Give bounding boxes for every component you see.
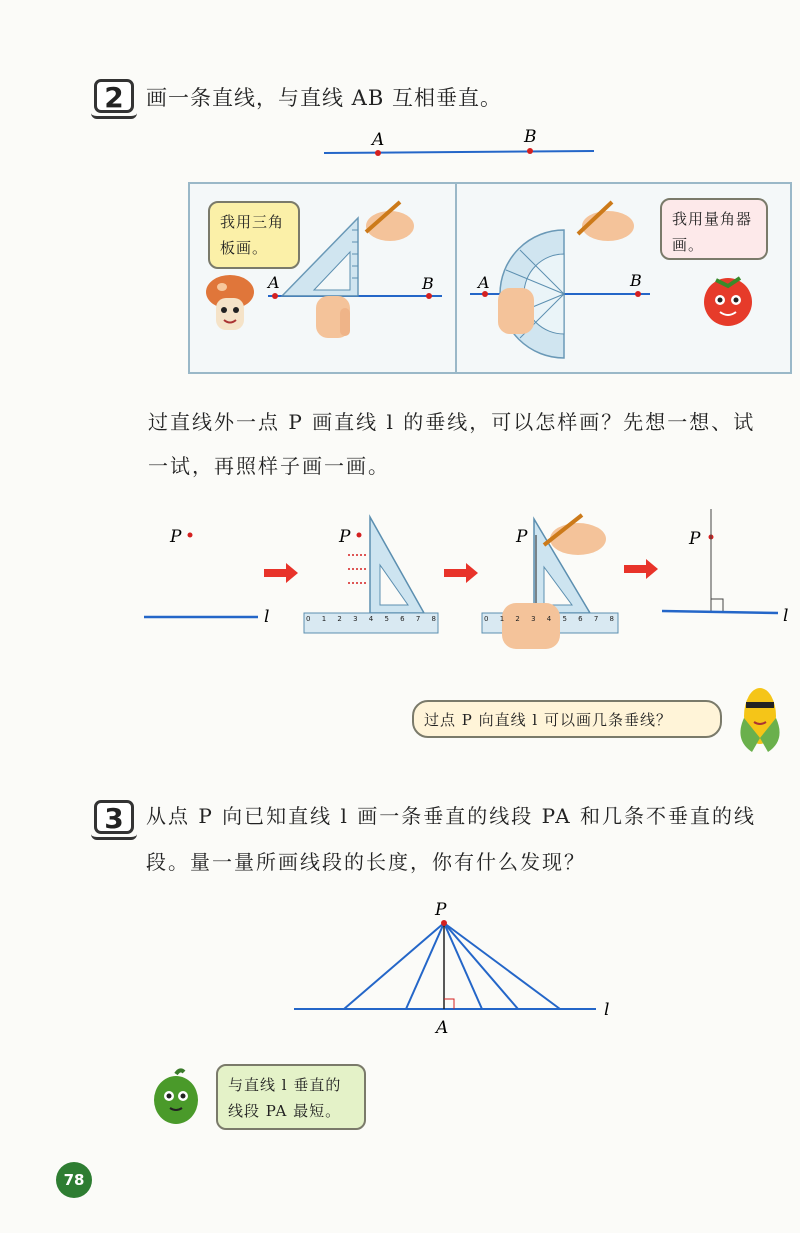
ruler-tick: 0 [484,615,489,623]
pepper-character-icon [146,1066,206,1128]
ruler-tick: 7 [415,615,421,623]
step1-label-l: l [264,607,270,627]
point-b [527,148,533,154]
speech-bubble-protractor: 我用量角器画。 [660,198,768,260]
step4-label-l: l [783,606,789,626]
hand-with-pencil-icon [578,202,634,241]
step2-label-p: P [339,527,351,547]
right-label-a: A [478,273,490,292]
ruler-ticks-step2 [306,615,436,623]
ruler-tick: 2 [337,615,342,623]
point-a [375,150,381,156]
step3-label-p: P [516,527,528,547]
ruler-tick: 3 [353,615,358,623]
ruler-tick: 4 [546,615,552,623]
shortest-segment-diagram [290,895,620,1045]
arrow-right-icon [624,559,658,579]
panel-divider [455,184,457,372]
ruler-tick: 0 [306,615,311,623]
perpendicular-question-line1: 过直线外一点 P 画直线 l 的垂线，可以怎样画？先想一想、试 [148,410,756,434]
label-a: A [372,130,385,150]
hand-holding-ruler-icon [499,603,560,649]
conclusion-bubble [216,1064,366,1130]
q3-label-l: l [604,1000,610,1020]
ruler-tick: 5 [562,615,567,623]
ruler-tick: 4 [368,615,374,623]
ruler-tick: 6 [400,615,405,623]
ruler-tick: 1 [499,615,505,623]
ruler-tick: 7 [593,615,599,623]
ruler-tick: 2 [515,615,520,623]
right-label-b: B [630,271,642,290]
ruler-tick: 1 [321,615,327,623]
conclusion-line1: 与直线 l 垂直的 [228,1076,342,1094]
speech-bubble-triangle: 我用三角板画。 [208,201,300,269]
step4-label-p: P [689,529,701,549]
arrow-right-icon [444,563,478,583]
perpendicular-question-line2: 一试，再照样子画一画。 [148,454,390,478]
question-3-line1: 从点 P 向已知直线 l 画一条垂直的线段 PA 和几条不垂直的线 [146,804,757,828]
question-number-3: 3 [94,800,134,834]
q3-label-p: P [435,900,447,920]
left-label-b: B [422,274,434,293]
hand-holding-protractor-icon [498,288,534,334]
question-2-text: 画一条直线，与直线 AB 互相垂直。 [146,86,502,110]
question-bubble-perpendicular-count: 过点 P 向直线 l 可以画几条垂线？ [412,700,722,738]
corn-character-icon [730,678,790,760]
hand-holding-ruler-icon [316,296,350,338]
hand-with-pencil-icon [544,515,606,555]
label-b: B [524,127,537,147]
ruler-tick: 8 [431,615,436,623]
perpendicular-steps-diagram [140,505,796,655]
ruler-tick: 6 [578,615,583,623]
conclusion-line2: 线段 PA 最短。 [228,1102,342,1120]
question-3-line2: 段。量一量所画线段的长度，你有什么发现？ [146,850,586,874]
q3-label-a: A [436,1018,449,1038]
left-label-a: A [268,273,280,292]
ruler-tick: 3 [531,615,536,623]
arrow-right-icon [264,563,298,583]
step1-label-p: P [170,527,182,547]
line-ab-diagram [320,120,600,165]
question-number-2: 2 [94,79,134,113]
ruler-tick: 8 [609,615,614,623]
hand-with-pencil-icon [366,202,414,241]
ruler-tick: 5 [384,615,389,623]
ruler-ticks-step3 [484,615,614,623]
mushroom-character-icon [206,275,254,330]
triangle-ruler-scene [190,190,454,370]
tomato-character-icon [704,278,752,326]
page-number: 78 [56,1162,92,1198]
